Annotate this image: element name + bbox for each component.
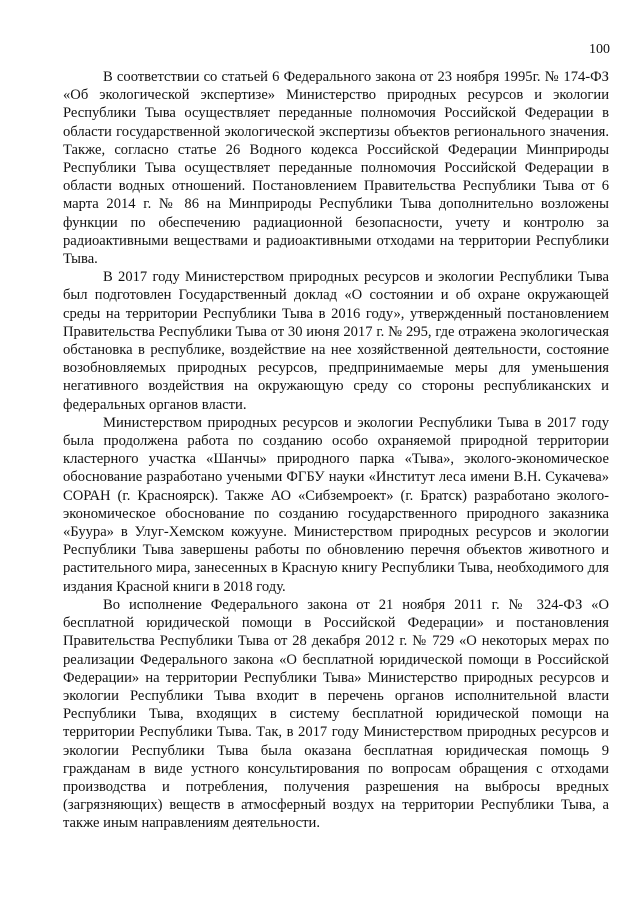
page-number: 100: [589, 42, 610, 57]
document-body: [63, 68, 609, 833]
paragraph-state-report: В 2017 году Министерством природных ресурсов и экологии Республики Тыва был подготовлен Государственный доклад «О состоянии и об охране окружающей среды на территории Республики Тыва в 2016 году», утвержденный постановлением Правительства Республики Тыва от 30 июня 2017 г. № 295, где отражена экологическая обстановка в республике, воздействие на нее хозяйственной деятельности, состояние возобновляемых природных ресурсов, предпринимаемые меры для уменьшения негативного воздействия на окружающую среду со стороны республиканских и федеральных органов власти.: [63, 269, 609, 413]
paragraph-ecological-expertise: В соответствии со статьей 6 Федерального закона от 23 ноября 1995г. № 174-ФЗ «Об экологической экспертизе» Министерство природных ресурсов и экологии Республики Тыва осуществляет переданные полномочия Российской Федерации в области государственной экологической экспертизы объектов регионального значения. Также, согласно статье 26 Водного кодекса Российской Федерации Минприроды Республики Тыва осуществляет переданные полномочия Российской Федерации в области водных отношений. Постановлением Правительства Республики Тыва от 6 марта 2014 г. № 86 на Минприроды Республики Тыва дополнительно возложены функции по обеспечению радиационной безопасности, учету и контролю за радиоактивными веществами и радиоактивными отходами на территории Республики Тыва.: [63, 69, 609, 268]
paragraph-legal-aid: Во исполнение Федерального закона от 21 ноября 2011 г. № 324-ФЗ «О бесплатной юридической помощи в Российской Федерации» и постановления Правительства Республики Тыва от 28 декабря 2012 г. № 729 «О некоторых мерах по реализации Федерального закона «О бесплатной юридической помощи в Российской Федерации» на территории Республики Тыва» Министерство природных ресурсов и экологии Республики Тыва входит в перечень органов исполнительной власти Республики Тыва, входящих в систему бесплатной юридической помощи на территории Республики Тыва. Так, в 2017 году Министерством природных ресурсов и экологии Республики Тыва была оказана бесплатная юридическая помощь 9 гражданам в виде устного консультирования по вопросам обращения с отходами производства и потребления, получения разрешения на выбросы вредных (загрязняющих) веществ в атмосферный воздух на территории Республики Тыва, а также иным направлениям деятельности.: [63, 596, 609, 832]
paragraph-protected-areas: Министерством природных ресурсов и экологии Республики Тыва в 2017 году была продолжена работа по созданию особо охраняемой природной территории кластерного участка «Шанчы» природного парка «Тыва», эколого-экономическое обоснование разработано учеными ФГБУ науки «Институт леса имени В.Н. Сукачева» СОРАН (г. Красноярск). Также АО «Сибземроект» (г. Братск) разработано эколого-экономическое обоснование по созданию государственного природного заказника «Буура» в Улуг-Хемском кожууне. Министерством природных ресурсов и экологии Республики Тыва завершены работы по обновлению перечня объектов животного и растительного мира, занесенных в Красную книгу Республики Тыва, необходимого для издания Красной книги в 2018 году.: [63, 414, 609, 595]
